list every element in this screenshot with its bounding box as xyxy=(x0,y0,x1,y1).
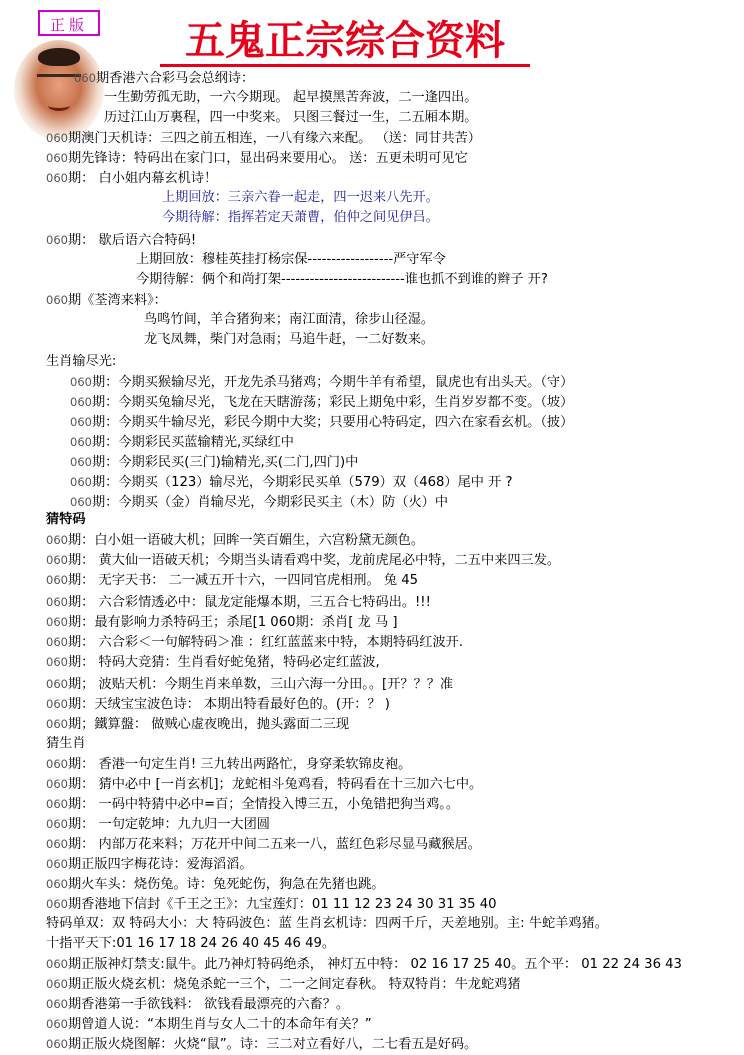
text-line xyxy=(70,492,448,513)
text-line xyxy=(46,774,482,795)
issue-number: 060 xyxy=(46,635,68,649)
line-text: 一生勤劳孤无助，一六今期现。 起早摸黑苦奔波，二一逢四出。 xyxy=(104,90,478,105)
issue-number: 060 xyxy=(46,697,68,711)
line-text: 期《荃湾来料》： xyxy=(67,293,167,308)
text-line xyxy=(46,570,418,591)
text-line xyxy=(46,1014,372,1035)
text-line xyxy=(46,934,335,954)
line-text: 期正版四字梅花诗：爱海滔滔。 xyxy=(67,857,253,872)
line-text: 期澳门天机诗：三四之前五相连，一八有缘六来配。 （送：同甘共苦） xyxy=(67,131,481,146)
text-line xyxy=(46,754,411,775)
line-text: 上期回放：穆桂英挂打杨宗保------------------严守军令 xyxy=(136,252,446,267)
text-line xyxy=(46,510,86,530)
line-text: 期： 白小姐内幕玄机诗！ xyxy=(67,171,218,186)
text-line xyxy=(46,530,424,551)
issue-number: 060 xyxy=(46,777,68,791)
issue-number: 060 xyxy=(74,71,96,85)
text-line xyxy=(46,814,270,835)
line-text: 期正版火烧图解：火烧“鼠”。诗：三二对立看好八，二七看五是好码。 xyxy=(67,1037,478,1052)
issue-number: 060 xyxy=(46,817,68,831)
text-line xyxy=(162,188,439,208)
issue-number: 060 xyxy=(46,533,68,547)
line-text: 期曾道人说：“本期生肖与女人二十的本命年有关？” xyxy=(67,1017,372,1032)
line-text: 期：今期买兔输尽光，飞龙在天瞎游荡；彩民上期兔中彩，生肖岁岁都不变。（坡） xyxy=(91,395,574,410)
text-line xyxy=(46,954,682,975)
page-title: 五鬼正宗综合资料 xyxy=(160,18,530,67)
line-text: 期正版火烧玄机：烧兔杀蛇一三个，二一之间定春秋。 特双特肖：牛龙蛇鸡猪 xyxy=(67,977,521,992)
line-text: 生肖输尽光: xyxy=(46,354,117,369)
text-line xyxy=(46,854,253,875)
line-text: 期： 六合彩＜一句解特码＞准 ：红红蓝蓝来中特，本期特码红波开. xyxy=(67,635,463,650)
line-text: 期；鐵算盤： 做贼心虚夜晚出，抛头露面二三现 xyxy=(67,717,350,732)
issue-number: 060 xyxy=(70,435,92,449)
issue-number: 060 xyxy=(70,395,92,409)
line-text: 期火车头：烧伤兔。诗：兔死蛇伤，狗急在先猪也跳。 xyxy=(67,877,385,892)
text-line xyxy=(46,714,349,735)
text-line xyxy=(74,68,254,89)
text-line xyxy=(46,148,468,169)
line-text: 期： 一码中特猜中必中=百；全情投入博三五，小兔错把狗当鸡。。 xyxy=(67,797,460,812)
issue-number: 060 xyxy=(46,655,68,669)
text-line xyxy=(46,550,560,571)
issue-number: 060 xyxy=(70,455,92,469)
line-text: 期：今期买猴输尽光，开龙先杀马猪鸡；今期牛羊有希望，鼠虎也有出头天。（守） xyxy=(91,375,574,390)
text-line xyxy=(104,108,477,128)
line-text: 期：今期买（123）输尽光，今期彩民买单（579）双（468）尾中 开 ? xyxy=(91,475,513,490)
text-line xyxy=(46,994,349,1015)
issue-number: 060 xyxy=(46,233,68,247)
text-line xyxy=(46,592,431,613)
line-text: 期： 猜中必中 [一肖玄机]；龙蛇相斗兔鸡看，特码看在十三加六七中。 xyxy=(67,777,483,792)
text-line xyxy=(46,352,116,372)
text-line xyxy=(70,372,573,393)
issue-number: 060 xyxy=(46,293,68,307)
genuine-badge: 正版 xyxy=(38,10,100,36)
text-line xyxy=(70,472,513,493)
issue-number: 060 xyxy=(46,615,68,629)
line-text: 期：白小姐一语破大机；回眸一笑百媚生，六宫粉黛无颜色。 xyxy=(67,533,425,548)
issue-number: 060 xyxy=(46,857,68,871)
issue-number: 060 xyxy=(46,957,68,971)
issue-number: 060 xyxy=(46,595,68,609)
line-text: 期： 香港一句定生肖! 三九转出两路忙，身穿柔软锦皮袍。 xyxy=(67,757,412,772)
text-line xyxy=(46,974,521,995)
issue-number: 060 xyxy=(46,131,68,145)
text-line xyxy=(136,250,446,270)
line-text: 期香港地下信封《千王之王》：九宝莲灯：01 11 12 23 24 30 31 35 40 xyxy=(67,897,497,912)
text-line xyxy=(46,794,459,815)
line-text: 期： 特码大竞猜：生肖看好蛇兔猪，特码必定红蓝波, xyxy=(67,655,380,670)
line-text: 猜特码 xyxy=(46,512,86,527)
text-line xyxy=(136,270,548,290)
line-text: 今期待解：指挥若定天萧曹，伯仲之间见伊吕。 xyxy=(162,210,439,225)
text-line xyxy=(46,290,167,311)
text-line xyxy=(46,674,453,695)
text-line xyxy=(46,168,217,189)
line-text: 期：今期买（金）肖输尽光，今期彩民买主（木）防（火）中 xyxy=(91,495,449,510)
line-text: 期：今期彩民买蓝输精光,买绿红中 xyxy=(91,435,294,450)
text-line xyxy=(46,1034,477,1055)
text-line xyxy=(162,208,439,228)
line-text: 鸟鸣竹间，羊合猪狗来；南江面清，徐步山径湿。 xyxy=(144,312,435,327)
issue-number: 060 xyxy=(46,573,68,587)
line-text: 期香港六合彩马会总纲诗： xyxy=(95,71,255,86)
line-text: 期： 一句定乾坤：九九归一大团圆 xyxy=(67,817,270,832)
text-line xyxy=(46,230,196,251)
line-text: 期： 内部万花来料；万花开中间二五来一八，蓝红色彩尽显马藏猴居。 xyxy=(67,837,481,852)
line-text: 期正版神灯禁支:鼠牛。此乃神灯特码绝杀， 神灯五中特： 02 16 17 25 40。五个平： 01 22 24 36 43 xyxy=(67,957,682,972)
issue-number: 060 xyxy=(46,797,68,811)
text-line xyxy=(46,834,481,855)
line-text: 期： 歇后语六合特码! xyxy=(67,233,197,248)
line-text: 期：最有影响力杀特码王；杀尾[1 060期：杀肖[ 龙 马 ] xyxy=(67,615,398,630)
issue-number: 060 xyxy=(70,495,92,509)
line-text: 期： 无字天书： 二一减五开十六，一四同官虎相刑。 兔 45 xyxy=(67,573,418,588)
issue-number: 060 xyxy=(70,375,92,389)
issue-number: 060 xyxy=(46,553,68,567)
issue-number: 060 xyxy=(46,997,68,1011)
line-text: 期： 黄大仙一语破天机；今期当头请看鸡中奖，龙前虎尾必中特，二五中来四三发。 xyxy=(67,553,561,568)
text-line xyxy=(144,330,434,350)
line-text: 期：今期彩民买(三门)输精光,买(二门,四门)中 xyxy=(91,455,359,470)
line-text: 今期待解：俩个和尚打架--------------------------谁也抓不到谁的辫子 开? xyxy=(136,272,548,287)
line-text: 特码单双：双 特码大小：大 特码波色：蓝 生肖玄机诗：四两千斤，天差地别。主: 牛蛇羊鸡猪。 xyxy=(46,916,608,931)
text-line xyxy=(70,412,573,433)
text-line xyxy=(46,612,397,633)
text-line xyxy=(46,914,608,934)
text-line xyxy=(70,392,573,413)
line-text: 期先锋诗：特码出在家门口，显出码来要用心。 送：五更未明可见它 xyxy=(67,151,468,166)
line-text: 期； 波贴天机：今期生肖来单数，三山六海一分田。。[开？？？准 xyxy=(67,677,454,692)
line-text: 猜生肖 xyxy=(46,736,86,751)
line-text: 历过江山万裏程，四一中奖来。 只图三餐过一生，二五厢本期。 xyxy=(104,110,478,125)
issue-number: 060 xyxy=(46,897,68,911)
issue-number: 060 xyxy=(46,977,68,991)
text-line xyxy=(70,452,358,473)
issue-number: 060 xyxy=(46,151,68,165)
text-line xyxy=(46,632,463,653)
text-line xyxy=(46,694,390,715)
text-line xyxy=(46,128,481,149)
line-text: 期：今期买牛输尽光，彩民今期中大奖；只要用心特码定，四六在家看玄机。（披） xyxy=(91,415,574,430)
line-text: 期： 六合彩情透必中：鼠龙定能爆本期，三五合七特码出。!!! xyxy=(67,595,431,610)
issue-number: 060 xyxy=(46,877,68,891)
text-line xyxy=(46,894,496,915)
issue-number: 060 xyxy=(46,171,68,185)
issue-number: 060 xyxy=(46,1017,68,1031)
text-line xyxy=(46,734,86,754)
text-line xyxy=(46,652,380,673)
issue-number: 060 xyxy=(46,757,68,771)
issue-number: 060 xyxy=(46,837,68,851)
issue-number: 060 xyxy=(46,1037,68,1051)
issue-number: 060 xyxy=(70,415,92,429)
issue-number: 060 xyxy=(46,677,68,691)
line-text: 十指平天下:01 16 17 18 24 26 40 45 46 49。 xyxy=(46,936,336,951)
text-line xyxy=(104,88,477,108)
issue-number: 060 xyxy=(70,475,92,489)
text-line xyxy=(144,310,434,330)
line-text: 龙飞凤舞，柴门对急雨；马追牛赶，一二好数来。 xyxy=(144,332,435,347)
issue-number: 060 xyxy=(46,717,68,731)
text-line xyxy=(46,874,384,895)
line-text: 期香港第一手欲钱料： 欲钱看最漂亮的六畜？。 xyxy=(67,997,350,1012)
line-text: 期：天绒宝宝波色诗： 本期出特看最好色的。(开：？ ) xyxy=(67,697,390,712)
line-text: 上期回放：三亲六眷一起走，四一迟来八先开。 xyxy=(162,190,439,205)
text-line xyxy=(70,432,294,453)
